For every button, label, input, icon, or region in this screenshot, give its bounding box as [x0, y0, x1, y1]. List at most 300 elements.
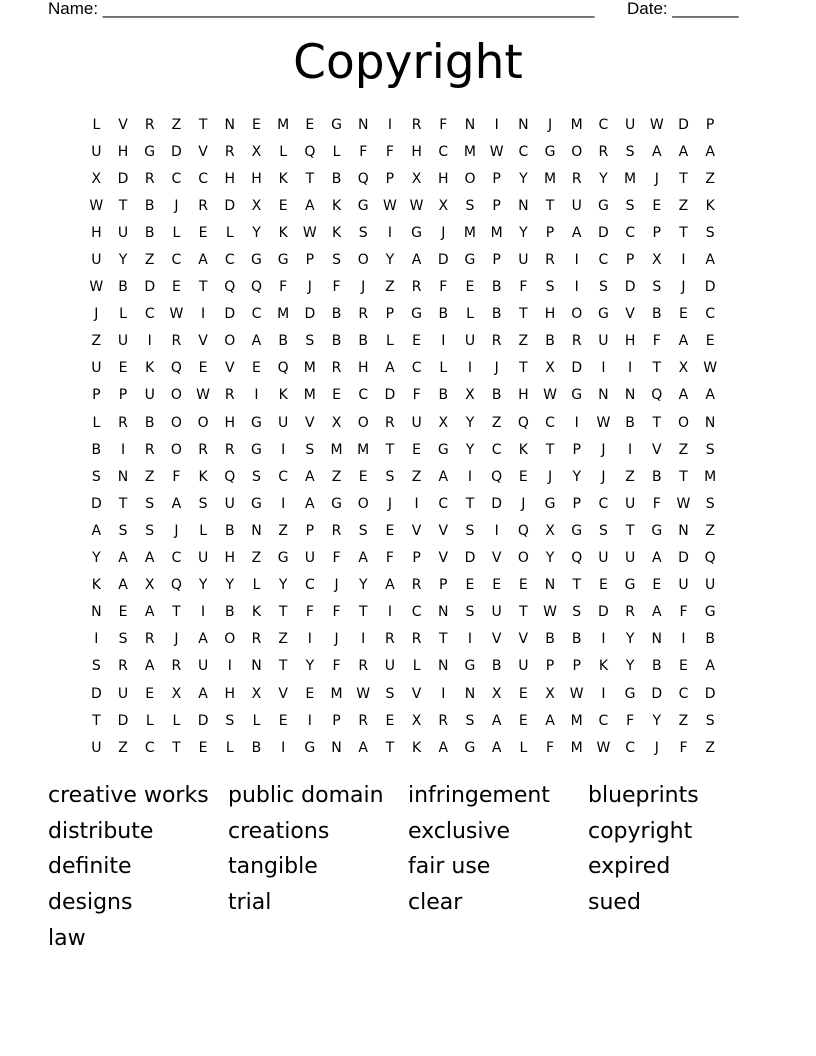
grid-cell: B — [491, 279, 502, 296]
grid-cell: P — [492, 252, 501, 269]
grid-cell: F — [652, 333, 661, 350]
grid-cell: C — [438, 495, 449, 512]
grid-cell: W — [302, 224, 317, 241]
grid-cell: Z — [705, 739, 715, 756]
grid-cell: A — [491, 712, 502, 729]
grid-cell: O — [517, 550, 529, 567]
grid-cell: U — [411, 414, 422, 431]
grid-cell: L — [279, 143, 288, 160]
grid-cell: U — [598, 333, 609, 350]
grid-cell: U — [491, 604, 502, 621]
word-list — [48, 778, 768, 956]
grid-cell: N — [91, 604, 102, 621]
grid-cell: G — [411, 306, 423, 323]
date-line: Date: _______ — [627, 0, 739, 18]
grid-cell: G — [437, 441, 449, 458]
grid-cell: J — [494, 360, 499, 377]
grid-cell: A — [91, 522, 102, 539]
grid-cell: O — [224, 333, 236, 350]
grid-cell: R — [571, 333, 582, 350]
grid-cell: S — [145, 522, 155, 539]
grid-cell: I — [307, 631, 312, 648]
grid-cell: D — [704, 685, 716, 702]
grid-cell: U — [384, 658, 396, 675]
grid-cell: H — [91, 224, 102, 241]
grid-cell: L — [225, 224, 234, 241]
grid-cell: O — [357, 414, 369, 431]
grid-cell: K — [198, 468, 208, 485]
grid-cell: E — [305, 116, 315, 133]
grid-cell: I — [628, 360, 633, 377]
grid-cell: K — [278, 387, 288, 404]
grid-cell: M — [570, 712, 583, 729]
grid-cell: O — [170, 387, 182, 404]
grid-cell: L — [332, 143, 341, 160]
grid-cell: E — [252, 360, 261, 377]
grid-cell: R — [144, 116, 155, 133]
word-list-item: distribute — [48, 818, 154, 844]
word-list-item: copyright — [588, 818, 693, 844]
grid-cell: A — [705, 252, 715, 269]
grid-cell: O — [357, 252, 369, 269]
grid-cell: A — [705, 143, 715, 160]
grid-cell: G — [464, 739, 476, 756]
grid-cell: O — [197, 414, 209, 431]
grid-cell: V — [305, 414, 315, 431]
grid-cell: C — [304, 577, 315, 594]
grid-cell: T — [625, 522, 635, 539]
grid-cell: N — [518, 116, 529, 133]
grid-cell: V — [438, 522, 449, 539]
grid-cell: C — [171, 550, 182, 567]
grid-cell: V — [651, 441, 662, 458]
grid-cell: A — [438, 739, 449, 756]
grid-cell: E — [118, 604, 128, 621]
grid-cell: F — [359, 143, 368, 160]
word-list-item: definite — [48, 854, 132, 880]
grid-cell: E — [518, 468, 528, 485]
grid-cell: R — [411, 279, 422, 296]
grid-cell: N — [251, 658, 262, 675]
grid-cell: T — [278, 604, 288, 621]
grid-cell: A — [198, 685, 208, 702]
grid-cell: X — [251, 143, 262, 160]
word-list-item: sued — [588, 890, 641, 916]
grid-cell: L — [92, 116, 101, 133]
grid-cell: G — [251, 414, 262, 431]
grid-cell: S — [91, 468, 101, 485]
grid-cell: H — [624, 333, 636, 350]
grid-cell: W — [649, 116, 664, 133]
grid-cell: R — [171, 333, 182, 350]
grid-cell: I — [281, 739, 286, 756]
grid-cell: D — [678, 116, 689, 133]
grid-cell: E — [518, 685, 528, 702]
grid-cell: I — [254, 387, 259, 404]
grid-cell: S — [385, 468, 395, 485]
grid-cell: H — [544, 306, 556, 323]
grid-cell: S — [625, 197, 635, 214]
grid-cell: T — [198, 279, 208, 296]
grid-cell: I — [574, 279, 579, 296]
grid-cell: M — [330, 441, 343, 458]
grid-cell: O — [464, 170, 476, 187]
grid-cell: B — [91, 441, 102, 458]
grid-cell: S — [385, 685, 395, 702]
grid-cell: E — [518, 712, 528, 729]
grid-cell: C — [144, 739, 155, 756]
grid-cell: Q — [304, 143, 316, 160]
grid-cell: S — [705, 712, 715, 729]
grid-cell: R — [545, 252, 555, 269]
grid-cell: K — [518, 441, 528, 458]
grid-cell: I — [387, 224, 392, 241]
grid-cell: Q — [224, 279, 236, 296]
grid-cell: Z — [678, 712, 689, 729]
grid-cell: P — [332, 712, 341, 729]
grid-cell: Q — [517, 522, 529, 539]
grid-cell: R — [358, 658, 369, 675]
grid-cell: C — [705, 306, 716, 323]
grid-cell: A — [305, 468, 315, 485]
grid-cell: K — [145, 360, 155, 377]
grid-cell: D — [598, 604, 609, 621]
grid-cell: B — [651, 468, 662, 485]
grid-cell: D — [651, 685, 663, 702]
grid-cell: E — [385, 522, 395, 539]
grid-cell: Y — [118, 252, 128, 269]
grid-cell: W — [703, 360, 718, 377]
grid-cell: V — [411, 685, 422, 702]
grid-cell: A — [705, 387, 715, 404]
grid-cell: D — [464, 550, 476, 567]
grid-cell: B — [545, 631, 555, 648]
grid-cell: B — [224, 604, 235, 621]
grid-cell: E — [198, 739, 208, 756]
grid-cell: T — [545, 441, 555, 458]
grid-cell: X — [545, 522, 555, 539]
grid-cell: R — [625, 604, 635, 621]
grid-cell: G — [544, 495, 556, 512]
grid-cell: B — [118, 279, 128, 296]
grid-cell: G — [624, 685, 636, 702]
grid-cell: F — [439, 116, 448, 133]
grid-cell: B — [651, 306, 662, 323]
grid-cell: Y — [198, 577, 208, 594]
grid-cell: A — [385, 360, 395, 377]
grid-cell: R — [358, 306, 369, 323]
grid-cell: J — [654, 739, 659, 756]
grid-cell: N — [464, 685, 476, 702]
grid-cell: A — [251, 333, 262, 350]
grid-cell: E — [492, 577, 502, 594]
grid-cell: N — [651, 631, 663, 648]
grid-cell: V — [198, 143, 208, 160]
grid-cell: P — [625, 252, 635, 269]
grid-cell: I — [227, 658, 232, 675]
grid-cell: L — [145, 712, 154, 729]
grid-cell: V — [491, 550, 502, 567]
grid-cell: P — [572, 441, 581, 458]
grid-cell: D — [117, 712, 129, 729]
grid-cell: E — [598, 577, 608, 594]
grid-cell: D — [197, 712, 209, 729]
grid-cell: P — [705, 116, 715, 133]
grid-cell: N — [624, 387, 636, 404]
grid-cell: K — [331, 197, 342, 214]
grid-cell: F — [332, 550, 341, 567]
grid-cell: S — [198, 495, 208, 512]
grid-cell: I — [628, 441, 633, 458]
grid-cell: I — [467, 468, 473, 485]
grid-cell: K — [278, 224, 288, 241]
grid-cell: E — [198, 360, 208, 377]
grid-cell: J — [681, 279, 686, 296]
grid-cell: S — [545, 279, 555, 296]
grid-cell: T — [519, 604, 528, 621]
grid-cell: A — [198, 252, 208, 269]
grid-cell: V — [118, 116, 128, 133]
grid-cell: A — [305, 197, 315, 214]
grid-cell: N — [331, 739, 342, 756]
grid-cell: B — [358, 333, 369, 350]
grid-cell: Q — [357, 170, 369, 187]
grid-cell: W — [569, 685, 584, 702]
grid-cell: D — [437, 252, 449, 269]
grid-cell: C — [278, 468, 289, 485]
word-list-item: trial — [228, 890, 272, 916]
grid-cell: E — [145, 685, 155, 702]
grid-cell: N — [438, 604, 449, 621]
grid-cell: M — [704, 468, 717, 485]
grid-cell: M — [357, 441, 370, 458]
grid-cell: I — [201, 604, 206, 621]
grid-cell: S — [572, 604, 582, 621]
grid-cell: D — [704, 279, 716, 296]
grid-cell: H — [251, 170, 262, 187]
grid-cell: L — [386, 333, 394, 350]
grid-cell: F — [332, 658, 341, 675]
grid-cell: T — [92, 712, 101, 729]
grid-cell: F — [385, 550, 394, 567]
grid-cell: C — [598, 252, 609, 269]
grid-cell: J — [307, 279, 312, 296]
grid-cell: J — [521, 495, 526, 512]
grid-cell: G — [251, 252, 262, 269]
grid-cell: Y — [278, 577, 288, 594]
grid-cell: K — [278, 170, 288, 187]
grid-cell: R — [411, 116, 422, 133]
grid-cell: A — [358, 550, 368, 567]
grid-cell: O — [571, 143, 583, 160]
grid-cell: N — [438, 658, 449, 675]
grid-cell: Y — [519, 224, 528, 241]
grid-cell: G — [544, 143, 556, 160]
grid-cell: F — [679, 604, 688, 621]
word-list-item: blueprints — [588, 783, 699, 809]
grid-cell: F — [546, 739, 555, 756]
grid-cell: F — [332, 604, 341, 621]
grid-cell: Y — [305, 658, 315, 675]
grid-cell: K — [331, 224, 342, 241]
grid-cell: B — [491, 387, 502, 404]
grid-cell: V — [438, 550, 449, 567]
grid-cell: R — [331, 360, 342, 377]
grid-cell: X — [678, 360, 689, 377]
grid-cell: I — [681, 631, 686, 648]
grid-cell: N — [544, 577, 556, 594]
grid-cell: V — [278, 685, 288, 702]
grid-cell: K — [412, 739, 422, 756]
grid-cell: E — [652, 197, 662, 214]
grid-cell: X — [411, 712, 422, 729]
grid-cell: V — [198, 333, 208, 350]
grid-cell: U — [518, 252, 529, 269]
grid-cell: C — [198, 170, 208, 187]
grid-cell: C — [144, 306, 155, 323]
grid-cell: T — [198, 116, 208, 133]
grid-cell: R — [598, 143, 609, 160]
grid-cell: I — [94, 631, 99, 648]
grid-cell: B — [224, 522, 235, 539]
grid-cell: N — [598, 387, 609, 404]
grid-cell: U — [197, 550, 209, 567]
grid-cell: F — [652, 495, 661, 512]
grid-cell: E — [412, 333, 422, 350]
grid-cell: Q — [170, 360, 182, 377]
grid-cell: C — [358, 387, 369, 404]
grid-cell: O — [170, 414, 182, 431]
grid-cell: N — [678, 522, 689, 539]
grid-cell: M — [463, 224, 477, 241]
grid-cell: R — [198, 197, 208, 214]
grid-cell: E — [198, 224, 208, 241]
grid-cell: R — [358, 712, 369, 729]
grid-cell: D — [598, 224, 609, 241]
grid-cell: L — [92, 414, 101, 431]
grid-cell: D — [491, 495, 503, 512]
grid-cell: T — [118, 197, 128, 214]
grid-cell: F — [412, 387, 421, 404]
grid-cell: A — [571, 224, 582, 241]
grid-cell: G — [571, 522, 583, 539]
grid-cell: L — [466, 306, 474, 323]
grid-cell: S — [358, 522, 368, 539]
grid-cell: F — [279, 279, 288, 296]
grid-cell: X — [171, 685, 182, 702]
grid-cell: A — [678, 387, 689, 404]
grid-cell: C — [491, 441, 502, 458]
grid-cell: M — [570, 739, 583, 756]
grid-cell: H — [411, 143, 422, 160]
grid-cell: I — [387, 604, 392, 621]
grid-cell: U — [278, 414, 289, 431]
grid-cell: Z — [678, 197, 689, 214]
grid-cell: M — [303, 387, 316, 404]
grid-cell: D — [144, 279, 156, 296]
grid-cell: Q — [224, 468, 236, 485]
grid-cell: R — [171, 658, 182, 675]
grid-cell: T — [652, 414, 662, 431]
grid-cell: X — [491, 685, 502, 702]
letter-grid — [83, 111, 724, 761]
grid-cell: C — [625, 224, 635, 241]
grid-cell: G — [144, 143, 156, 160]
grid-cell: L — [172, 224, 181, 241]
grid-cell: X — [438, 197, 449, 214]
grid-cell: E — [278, 197, 288, 214]
grid-cell: Z — [91, 333, 102, 350]
grid-cell: I — [494, 522, 499, 539]
grid-cell: Z — [278, 631, 288, 648]
grid-cell: T — [572, 577, 581, 594]
name-line: Name: ____________________________________________________ — [48, 0, 595, 18]
grid-cell: S — [705, 441, 715, 458]
grid-cell: P — [439, 577, 448, 594]
grid-cell: U — [571, 197, 582, 214]
grid-cell: Q — [651, 387, 663, 404]
grid-cell: Q — [571, 550, 583, 567]
grid-cell: R — [144, 441, 155, 458]
grid-cell: I — [120, 441, 126, 458]
grid-cell: E — [705, 333, 715, 350]
grid-cell: A — [358, 739, 368, 756]
grid-cell: F — [305, 604, 314, 621]
grid-cell: B — [491, 306, 502, 323]
grid-cell: C — [224, 252, 235, 269]
grid-cell: C — [598, 116, 609, 133]
grid-cell: E — [412, 441, 422, 458]
grid-cell: U — [91, 143, 102, 160]
grid-cell: T — [652, 360, 662, 377]
grid-cell: N — [117, 468, 129, 485]
grid-cell: U — [705, 577, 716, 594]
grid-cell: T — [172, 604, 181, 621]
grid-cell: L — [119, 306, 127, 323]
grid-cell: S — [465, 712, 475, 729]
word-list-item: tangible — [228, 854, 318, 880]
grid-cell: S — [225, 712, 235, 729]
grid-cell: Y — [652, 712, 662, 729]
grid-cell: I — [601, 360, 606, 377]
grid-cell: Y — [385, 252, 395, 269]
grid-cell: B — [331, 333, 342, 350]
grid-cell: D — [90, 495, 102, 512]
header — [48, 0, 748, 20]
grid-cell: P — [572, 495, 581, 512]
grid-cell: B — [144, 224, 155, 241]
grid-cell: A — [385, 577, 395, 594]
grid-cell: D — [171, 143, 182, 160]
grid-cell: T — [679, 224, 688, 241]
word-list-item: exclusive — [408, 818, 511, 844]
grid-cell: Y — [92, 550, 101, 567]
grid-cell: D — [304, 306, 316, 323]
grid-cell: S — [305, 333, 315, 350]
grid-cell: I — [307, 712, 312, 729]
grid-cell: S — [465, 197, 475, 214]
grid-cell: P — [492, 170, 501, 187]
grid-cell: M — [277, 306, 290, 323]
grid-cell: P — [385, 170, 395, 187]
grid-cell: B — [278, 333, 288, 350]
grid-cell: W — [676, 495, 691, 512]
grid-cell: R — [331, 522, 342, 539]
grid-cell: A — [144, 604, 155, 621]
grid-cell: A — [705, 658, 715, 675]
grid-cell: I — [281, 495, 286, 512]
grid-cell: W — [382, 197, 397, 214]
